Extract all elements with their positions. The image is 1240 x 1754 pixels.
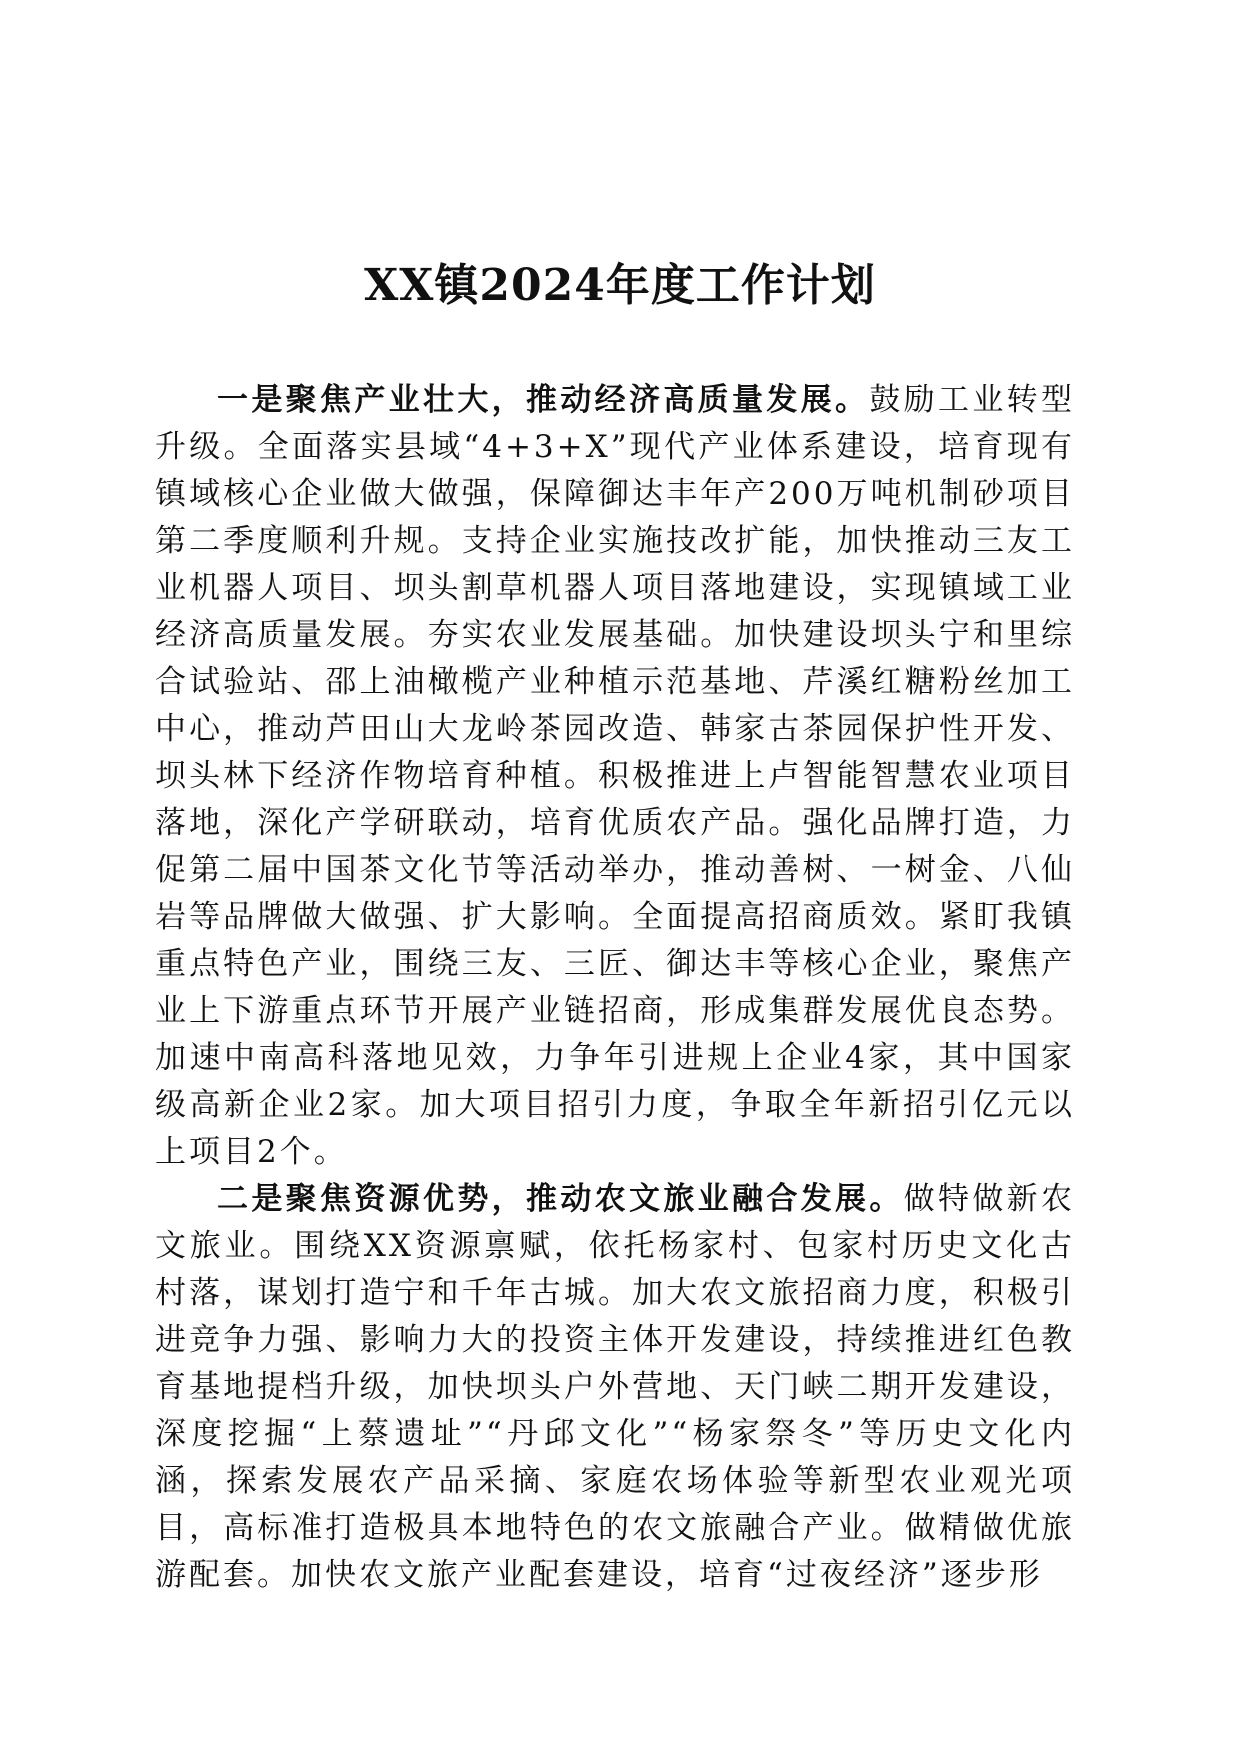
paragraph-lead: 一是聚焦产业壮大，推动经济高质量发展。 bbox=[217, 382, 870, 418]
paragraph-industry bbox=[155, 377, 1075, 1176]
document-body bbox=[155, 377, 1075, 1599]
document-title: XX镇2024年度工作计划 bbox=[364, 260, 876, 311]
paragraph-lead: 二是聚焦资源优势，推动农文旅业融合发展。 bbox=[217, 1181, 904, 1217]
paragraph-text: 鼓励工业转型升级。全面落实县域“4+3+X”现代产业体系建设，培育现有镇域核心企业做大做强，保障御达丰年产200万吨机制砂项目第二季度顺利升规。支持企业实施技改扩能，加快推动三友工业机器人项目、坝头割草机器人项目落地建设，实现镇域工业经济高质量发展。夯实农业发展基础。加快建设坝头宁和里综合试验站、邵上油橄榄产业种植示范基地、芹溪红糖粉丝加工中心，推动芦田山大龙岭茶园改造、韩家古茶园保护性开发、坝头林下经济作物培育种植。积极推进上卢智能智慧农业项目落地，深化产学研联动，培育优质农产品。强化品牌打造，力促第二届中国茶文化节等活动举办，推动善树、一树金、八仙岩等品牌做大做强、扩大影响。全面提高招商质效。紧盯我镇重点特色产业，围绕三友、三匠、御达丰等核心企业，聚焦产业上下游重点环节开展产业链招商，形成集群发展优良态势。加速中南高科落地见效，力争年引进规上企业4家，其中国家级高新企业2家。加大项目招引力度，争取全年新招引亿元以上项目2个。 bbox=[155, 382, 1076, 1170]
paragraph-tourism bbox=[155, 1176, 1075, 1599]
paragraph-text: 做特做新农文旅业。围绕XX资源禀赋，依托杨家村、包家村历史文化古村落，谋划打造宁和千年古城。加大农文旅招商力度，积极引进竞争力强、影响力大的投资主体开发建设，持续推进红色教育基地提档升级，加快坝头户外营地、天门峡二期开发建设，深度挖掘“上蔡遗址”“丹邱文化”“杨家祭冬”等历史文化内涵，探索发展农产品采摘、家庭农场体验等新型农业观光项目，高标准打造极具本地特色的农文旅融合产业。做精做优旅游配套。加快农文旅产业配套建设，培育“过夜经济”逐步形 bbox=[155, 1181, 1076, 1593]
